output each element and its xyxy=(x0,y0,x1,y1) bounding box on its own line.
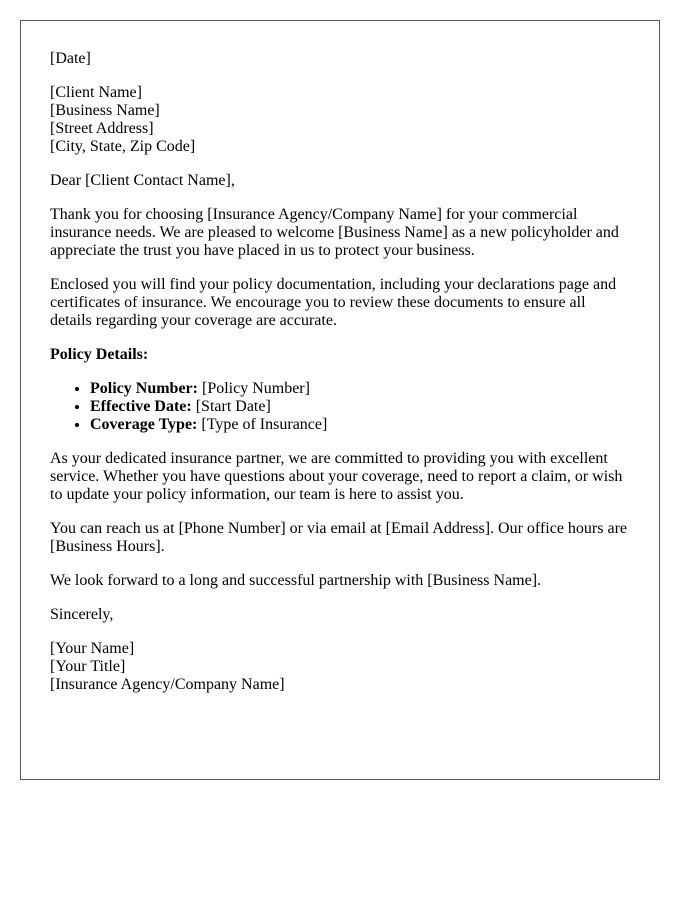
policy-details-list xyxy=(50,380,630,434)
signature-block xyxy=(50,640,630,694)
effective-date-label: Effective Date: xyxy=(90,398,192,415)
body-paragraph-service: As your dedicated insurance partner, we are committed to providing you with excellent service. Whether you have questions about your coverage, need to report a claim, or wish to update your policy information, our team is here to assist you. xyxy=(50,450,623,503)
recipient-city-state-zip: [City, State, Zip Code] xyxy=(50,138,196,155)
recipient-street: [Street Address] xyxy=(50,120,154,137)
policy-number-label: Policy Number: xyxy=(90,380,198,397)
effective-date-value: [Start Date] xyxy=(191,398,271,415)
recipient-address xyxy=(50,84,630,156)
signature-title: [Your Title] xyxy=(50,658,126,675)
closing: Sincerely, xyxy=(50,606,114,623)
letter-page xyxy=(20,20,660,780)
recipient-business-name: [Business Name] xyxy=(50,102,160,119)
letter-date: [Date] xyxy=(50,50,91,67)
signature-name: [Your Name] xyxy=(50,640,135,657)
salutation: Dear [Client Contact Name], xyxy=(50,172,235,189)
body-paragraph-partnership: We look forward to a long and successful partnership with [Business Name]. xyxy=(50,572,542,589)
body-paragraph-documentation: Enclosed you will find your policy documentation, including your declarations page and certificates of insurance. We encourage you to review these documents to ensure all details regarding your coverage are accurate. xyxy=(50,276,617,329)
recipient-client-name: [Client Name] xyxy=(50,84,142,101)
policy-details-heading: Policy Details: xyxy=(50,346,149,363)
signature-company: [Insurance Agency/Company Name] xyxy=(50,676,285,693)
body-paragraph-contact: You can reach us at [Phone Number] or via email at [Email Address]. Our office hours are [Business Hours]. xyxy=(50,520,628,555)
policy-number-value: [Policy Number] xyxy=(197,380,310,397)
body-paragraph-welcome: Thank you for choosing [Insurance Agency/Company Name] for your commercial insurance needs. We are pleased to welcome [Business Name] as a new policyholder and appreciate the trust you have placed in us to protect your business. xyxy=(50,206,619,259)
effective-date-item xyxy=(90,398,630,416)
coverage-type-label: Coverage Type: xyxy=(90,416,198,433)
policy-number-item xyxy=(90,380,630,398)
coverage-type-item xyxy=(90,416,630,434)
coverage-type-value: [Type of Insurance] xyxy=(197,416,328,433)
